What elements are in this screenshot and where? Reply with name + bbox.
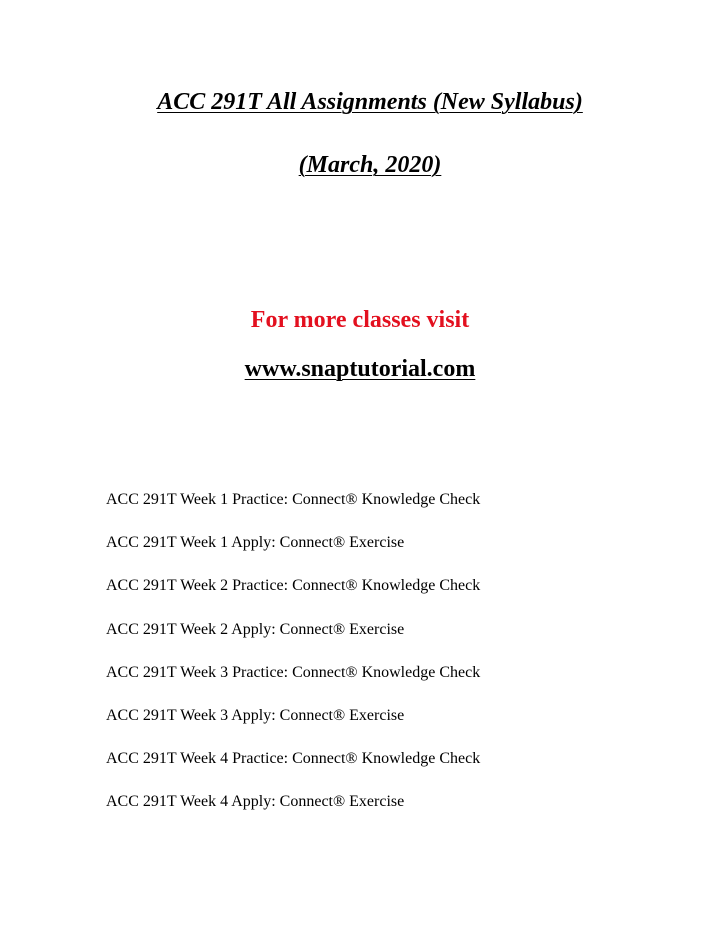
assignment-list — [106, 489, 480, 835]
list-item: ACC 291T Week 1 Apply: Connect® Exercise — [106, 534, 405, 552]
document-date: (March, 2020) — [298, 152, 442, 178]
promo-link[interactable]: www.snaptutorial.com — [244, 356, 476, 382]
promo-text: For more classes visit — [250, 307, 470, 333]
list-item: ACC 291T Week 3 Apply: Connect® Exercise — [106, 706, 405, 724]
list-item: ACC 291T Week 4 Apply: Connect® Exercise — [106, 793, 405, 811]
list-item: ACC 291T Week 2 Practice: Connect® Knowledge Check — [106, 577, 481, 595]
list-item: ACC 291T Week 2 Apply: Connect® Exercise — [106, 620, 405, 638]
document-title: ACC 291T All Assignments (New Syllabus) — [157, 89, 583, 115]
list-item: ACC 291T Week 1 Practice: Connect® Knowledge Check — [106, 491, 481, 508]
list-item: ACC 291T Week 4 Practice: Connect® Knowledge Check — [106, 750, 481, 768]
list-item: ACC 291T Week 3 Practice: Connect® Knowledge Check — [106, 663, 481, 681]
